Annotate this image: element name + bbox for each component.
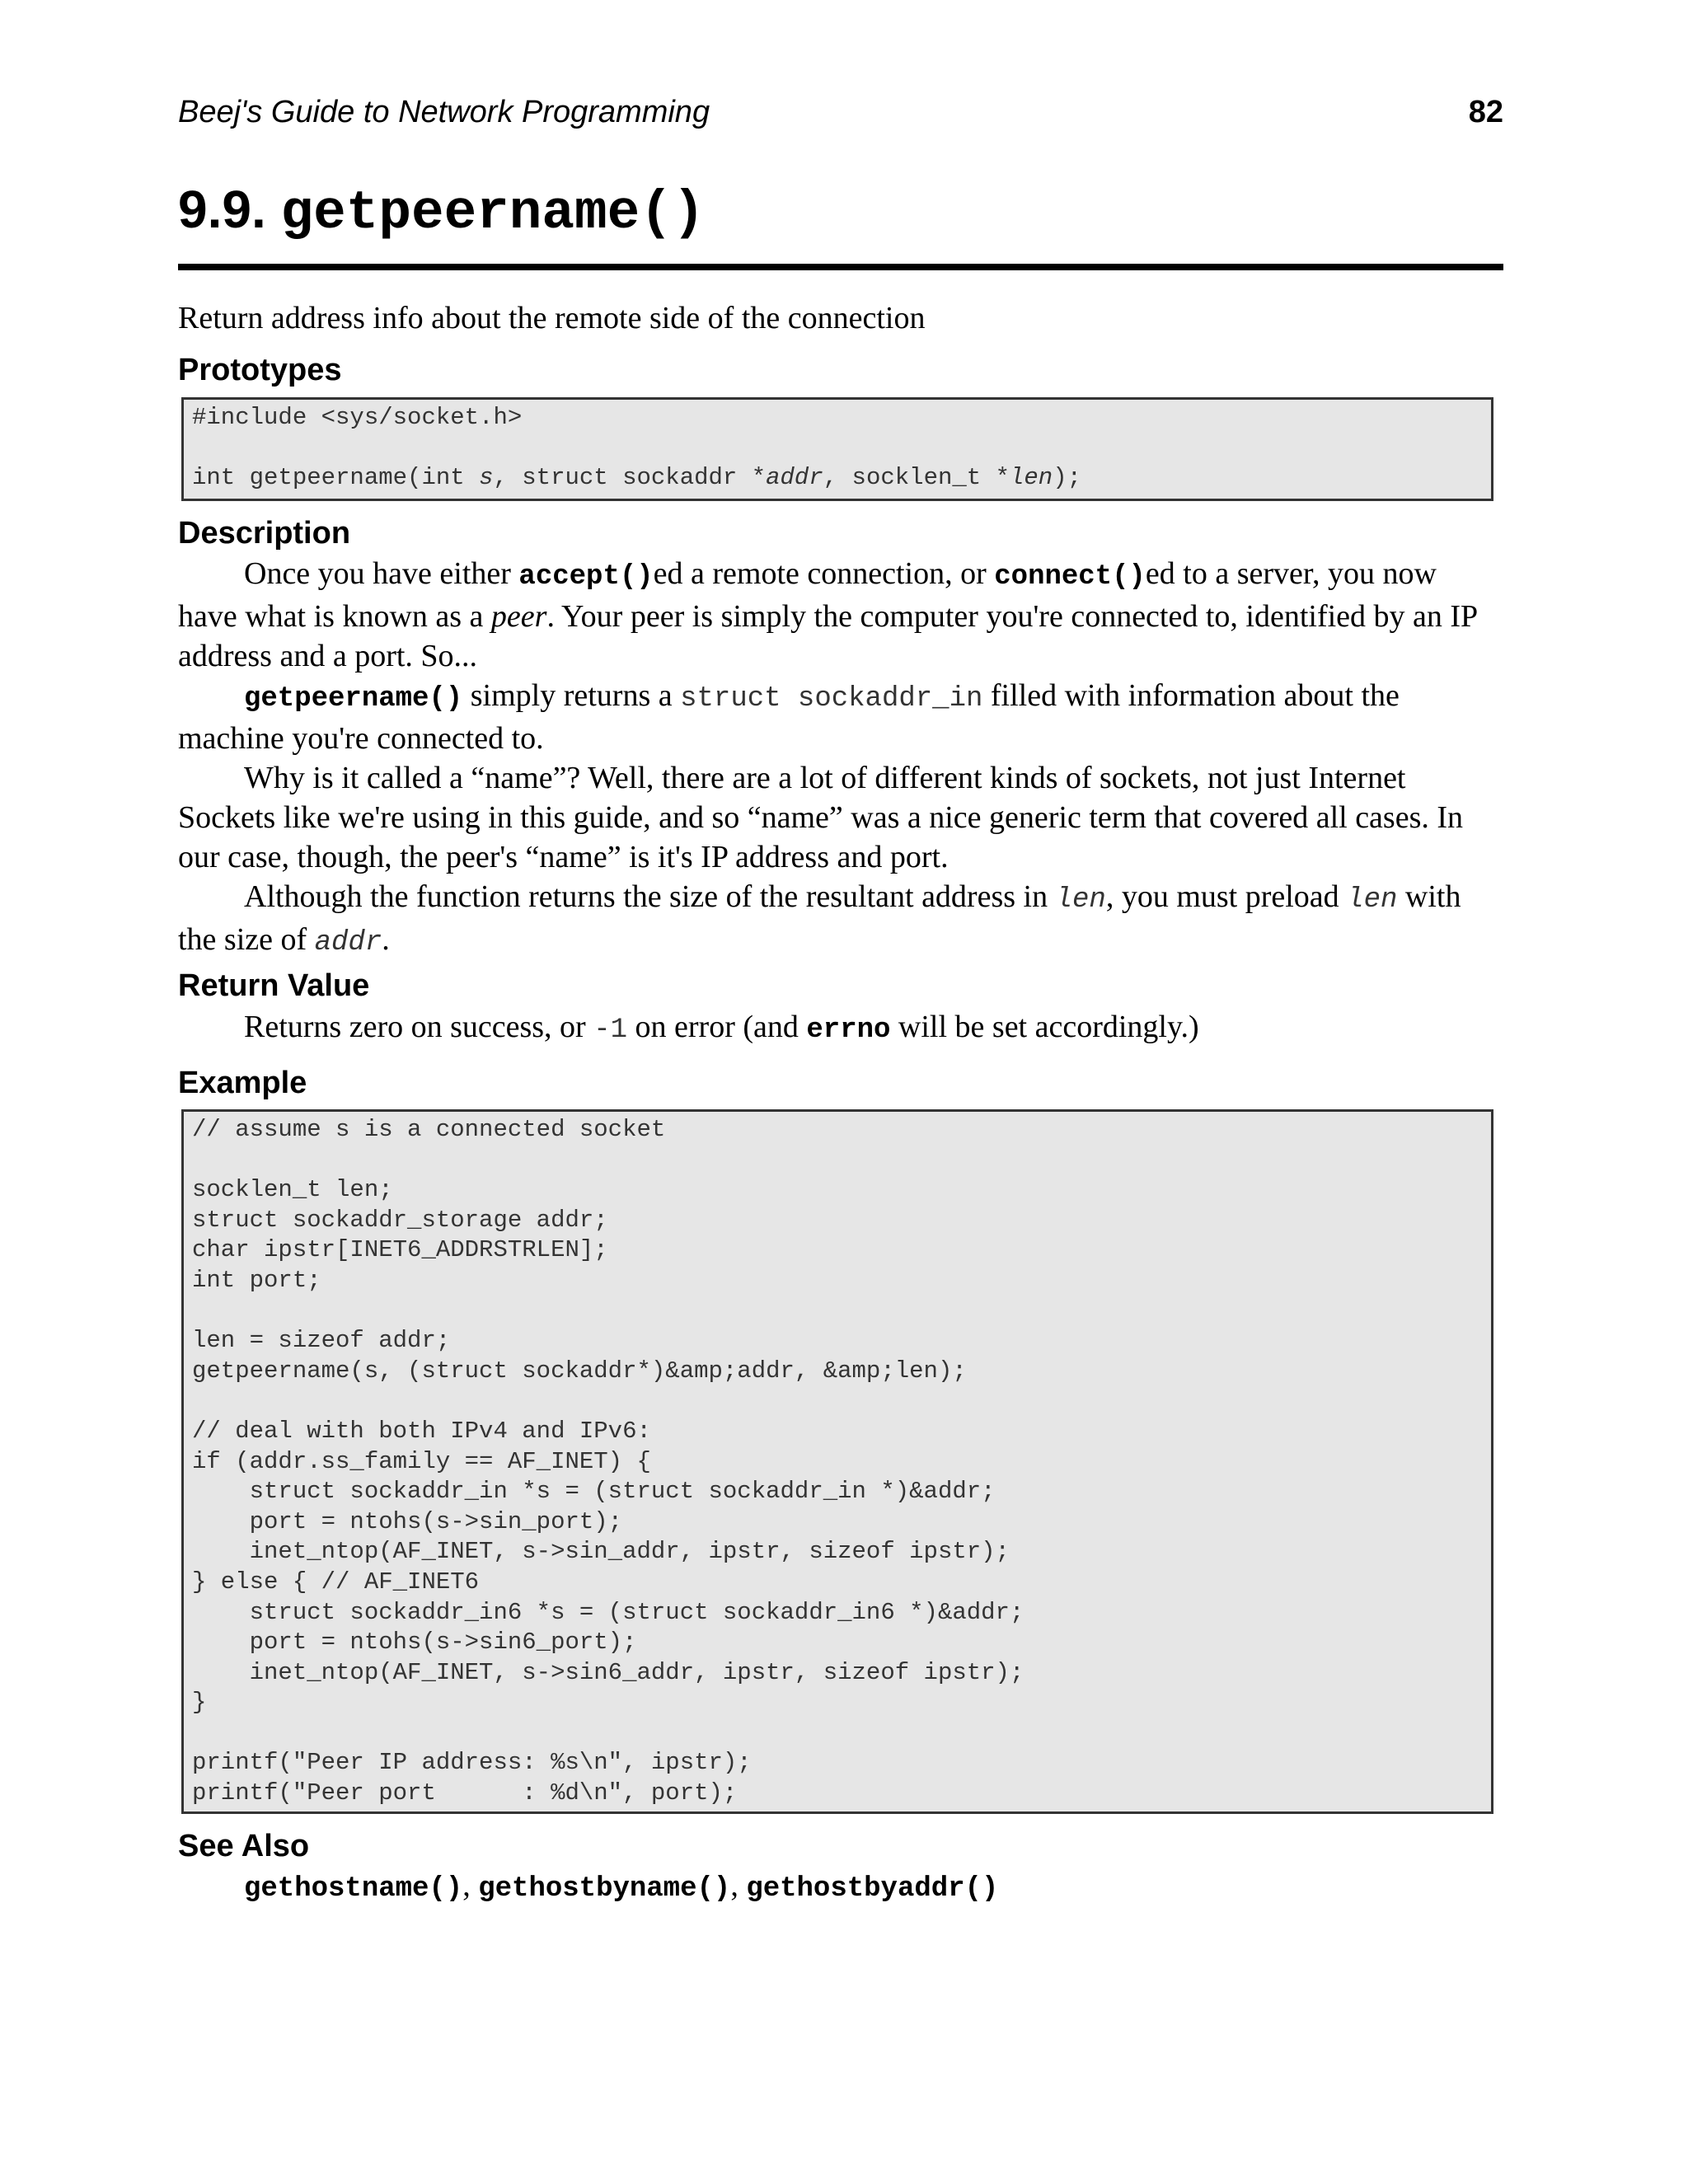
description-paragraph-2: getpeername() simply returns a struct sockaddr_in filled with information about the machine you're connected to. — [178, 678, 1400, 756]
page-number: 82 — [1468, 95, 1503, 129]
section-function-name: getpeername() — [280, 182, 706, 244]
param-addr: addr — [766, 464, 823, 492]
len-param: len — [1055, 884, 1106, 916]
prototypes-code — [184, 400, 1491, 494]
description-paragraph-4: Although the function returns the size of the resultant address in len, you must preload len with the size of addr. — [178, 879, 1461, 958]
description-paragraph-3: Why is it called a “name”? Well, there are a lot of different kinds of sockets, not just Internet Sockets like we're using in this guide, and so “name” was a nice generic term that covered all cases. In our case, though, the peer's “name” is it's IP address and port. — [178, 761, 1464, 874]
empty-line — [192, 434, 206, 462]
see-also-gethostbyname[interactable]: gethostbyname() — [478, 1873, 731, 1905]
example-heading: Example — [178, 1066, 307, 1100]
see-also-gethostname[interactable]: gethostname() — [244, 1873, 463, 1905]
prototypes-code-block — [181, 397, 1493, 501]
sig-part: , socklen_t * — [823, 464, 1010, 492]
param-len: len — [1010, 464, 1053, 492]
see-also-heading: See Also — [178, 1829, 310, 1863]
book-title: Beej's Guide to Network Programming — [178, 95, 710, 129]
description-heading: Description — [178, 516, 351, 551]
errno-variable: errno — [806, 1015, 891, 1046]
sig-part: ); — [1053, 464, 1082, 492]
example-code-block — [181, 1109, 1493, 1814]
description-paragraph-1: Once you have either accept()ed a remote connection, or connect()ed to a server, you now have what is known as a peer. Your peer is simply the computer you're connected to, identified by an IP address and a port. So... — [178, 556, 1477, 673]
accept-fn: accept() — [518, 561, 654, 593]
sig-part: , struct sockaddr * — [493, 464, 767, 492]
summary: Return address info about the remote side of the connection — [178, 301, 926, 335]
struct-type: struct sockaddr_in — [680, 683, 983, 715]
addr-param: addr — [314, 927, 382, 958]
description-body — [178, 554, 1503, 963]
return-value-body — [178, 1007, 1503, 1050]
prototypes-heading: Prototypes — [178, 353, 342, 387]
see-also-list — [178, 1866, 1503, 1909]
section-title — [178, 175, 705, 248]
running-header — [178, 95, 1503, 136]
see-also-gethostbyaddr[interactable]: gethostbyaddr() — [746, 1873, 999, 1905]
getpeername-fn: getpeername() — [244, 683, 463, 715]
example-code: // assume s is a connected socket socklen_t len; struct sockaddr_storage addr; char ipstr[INET6_ADDRSTRLEN]; int port; len = sizeof addr; getpeername(s, (struct sockaddr*)&amp;addr, &amp;len); // deal with both IPv4 and IPv6: if (addr.ss_family == AF_INET) { struct sockaddr_in *s = (struct sockaddr_in *)&addr; port = ntohs(s->sin_port); inet_ntop(AF_INET, s->sin_addr, ipstr, sizeof ipstr); } else { // AF_INET6 struct sockaddr_in6 *s = (struct sockaddr_in6 *)&addr; port = ntohs(s->sin6_port); inet_ntop(AF_INET, s->sin6_addr, ipstr, sizeof ipstr); } printf("Peer IP address: %s\n", ipstr); printf("Peer port : %d\n", port); — [192, 1116, 1025, 1807]
minus-one-value: -1 — [593, 1015, 628, 1046]
return-value-text: Returns zero on success, or -1 on error (and errno will be set accordingly.) — [244, 1010, 1199, 1046]
include-line: #include <sys/socket.h> — [192, 404, 523, 431]
see-also-items: gethostname(), gethostbyname(), gethostbyaddr() — [244, 1868, 999, 1905]
param-s: s — [479, 464, 494, 492]
title-rule — [178, 264, 1503, 270]
section-number: 9.9. — [178, 180, 266, 239]
return-value-heading: Return Value — [178, 968, 370, 1003]
len-param: len — [1347, 884, 1398, 916]
connect-fn: connect() — [994, 561, 1146, 593]
peer-term: peer — [490, 599, 547, 634]
sig-part: int getpeername(int — [192, 464, 480, 492]
